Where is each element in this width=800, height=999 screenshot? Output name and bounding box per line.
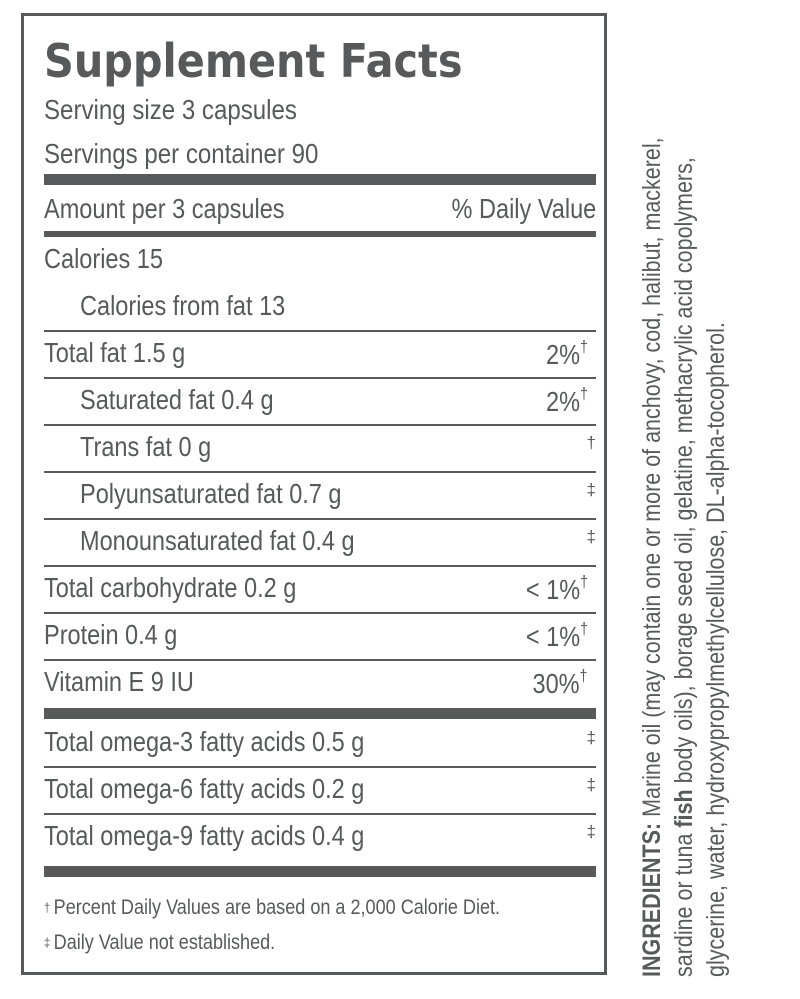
dagger-text: Percent Daily Values are based on a 2,000 Calorie Diet. <box>53 896 501 919</box>
daily-value-text: 2% <box>546 386 581 417</box>
nutrient-row <box>44 237 596 283</box>
servings-per-container: Servings per container 90 <box>44 138 319 169</box>
ingredients-bold-word: fish <box>670 789 698 828</box>
omega-label: Total omega-9 fatty acids 0.4 g <box>44 820 365 851</box>
footnote-mark: † <box>580 572 588 591</box>
footnote-mark: † <box>586 433 596 452</box>
footnote-mark: † <box>580 619 588 638</box>
panel-title: Supplement Facts <box>44 34 463 88</box>
nutrient-label: Calories from fat 13 <box>80 290 286 321</box>
omega-label: Total omega-3 fatty acids 0.5 g <box>44 726 365 757</box>
nutrient-label: Total fat 1.5 g <box>44 337 186 368</box>
footnote-mark: ‡ <box>586 822 596 841</box>
thick-divider <box>44 708 596 719</box>
footnote-mark: ‡ <box>586 480 596 499</box>
footnote-double-dagger <box>44 931 275 955</box>
daily-value-text: 30% <box>532 668 581 699</box>
ingredients-text-before: Marine oil (may contain one or more of anchovy, cod, halibut, mackerel, sardine or tuna <box>638 137 698 977</box>
thick-divider <box>44 866 596 877</box>
nutrient-label: Calories 15 <box>44 243 163 274</box>
footnote-mark: ‡ <box>586 728 596 747</box>
omega-row <box>44 720 596 766</box>
daily-value <box>526 619 588 653</box>
daily-value-text: < 1% <box>525 574 581 605</box>
nutrient-row <box>44 284 596 330</box>
nutrient-label: Vitamin E 9 IU <box>44 666 194 697</box>
nutrient-row <box>44 660 596 706</box>
footnote-mark: † <box>580 666 588 685</box>
footnote-mark: ‡ <box>586 527 596 546</box>
omega-label: Total omega-6 fatty acids 0.2 g <box>44 773 365 804</box>
dagger-mark: † <box>44 900 51 915</box>
omega-row <box>44 767 596 813</box>
nutrient-label: Polyunsaturated fat 0.7 g <box>80 478 342 509</box>
ingredients-statement <box>636 127 732 977</box>
double-dagger-mark: ‡ <box>44 935 51 950</box>
column-header-row <box>44 185 596 231</box>
daily-value-text: 2% <box>546 339 581 370</box>
double-dagger-text: Daily Value not established. <box>53 931 276 954</box>
supplement-facts-panel <box>21 13 607 975</box>
daily-value <box>546 384 588 418</box>
thick-divider <box>44 174 596 185</box>
footnote-dagger <box>44 896 500 920</box>
nutrient-label: Total carbohydrate 0.2 g <box>44 572 297 603</box>
omega-row <box>44 814 596 860</box>
daily-value <box>533 666 588 700</box>
nutrient-label: Trans fat 0 g <box>80 431 212 462</box>
nutrient-label: Protein 0.4 g <box>44 619 178 650</box>
nutrient-row <box>44 613 596 659</box>
nutrient-label: Saturated fat 0.4 g <box>80 384 274 415</box>
nutrient-row <box>44 331 596 377</box>
nutrient-row <box>44 425 596 471</box>
ingredients-text-after: body oils), borage seed oil, gelatine, methacrylic acid copolymers, glycerine, water, hydroxypropylmethylcellulose, DL-alpha-tocopherol. <box>670 157 730 977</box>
nutrient-row <box>44 519 596 565</box>
nutrient-label: Monounsaturated fat 0.4 g <box>80 525 355 556</box>
nutrient-row <box>44 472 596 518</box>
amount-header: Amount per 3 capsules <box>44 193 285 224</box>
daily-value <box>526 572 588 606</box>
nutrient-row <box>44 566 596 612</box>
footnote-mark: † <box>580 337 588 356</box>
daily-value-text: < 1% <box>525 621 581 652</box>
nutrient-row <box>44 378 596 424</box>
footnote-mark: † <box>580 384 588 403</box>
daily-value <box>546 337 588 371</box>
serving-size: Serving size 3 capsules <box>44 94 297 125</box>
daily-value-header: % Daily Value <box>451 193 596 224</box>
ingredients-label: INGREDIENTS: <box>638 822 666 977</box>
footnote-mark: ‡ <box>586 775 596 794</box>
